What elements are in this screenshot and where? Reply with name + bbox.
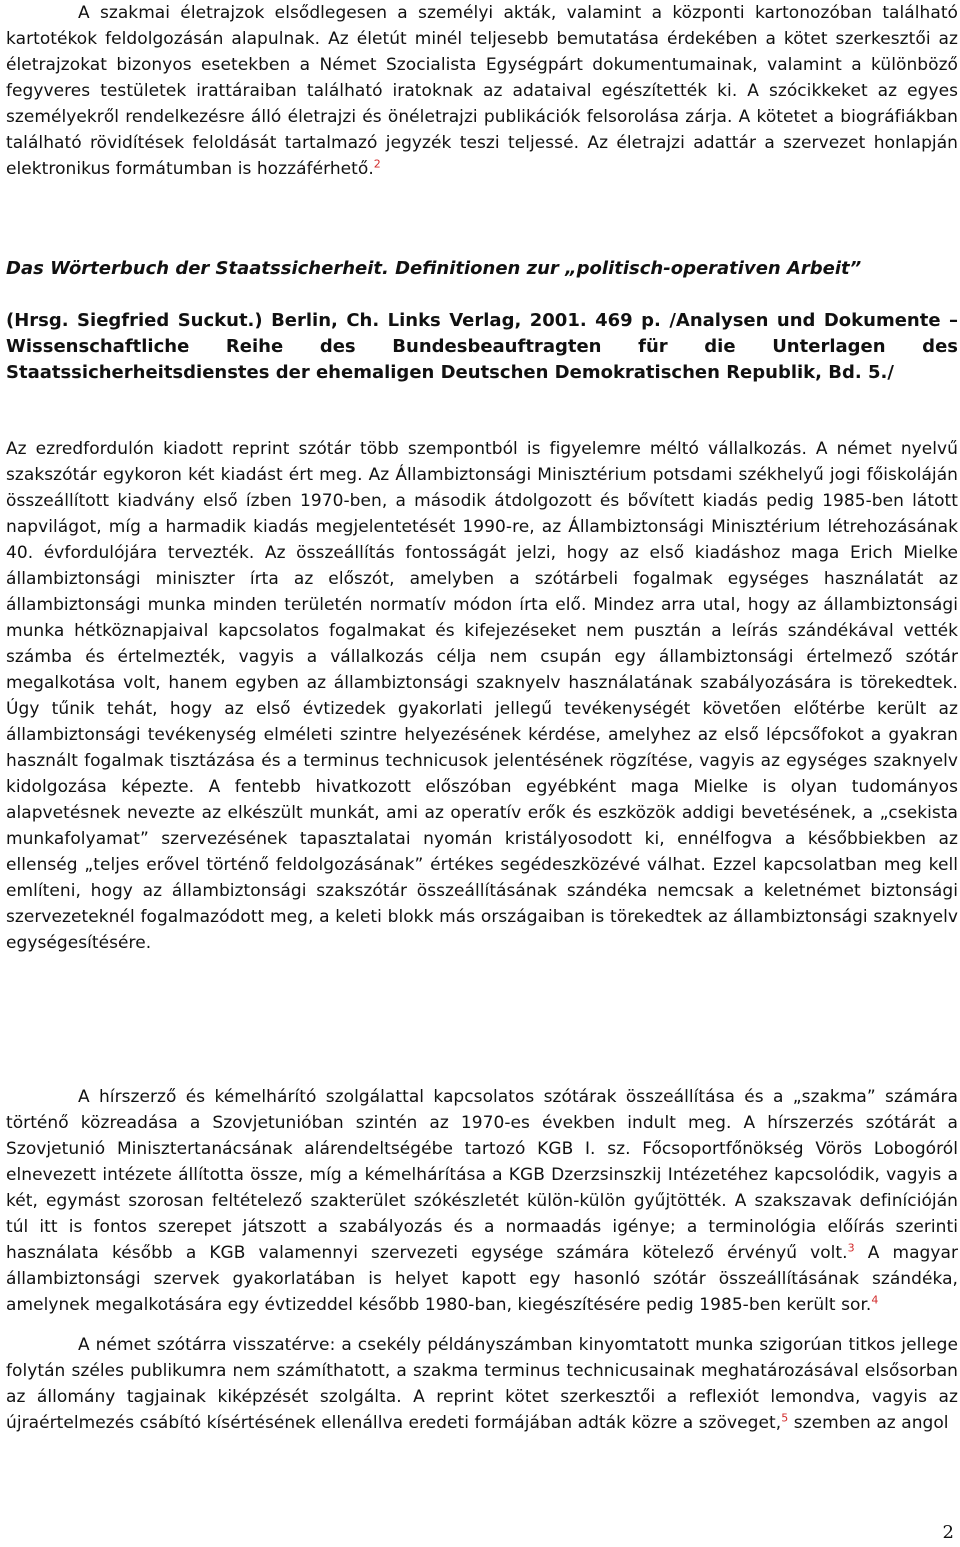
paragraph-3-text-a: A hírszerző és kémelhárító szolgálattal kapcsolatos szótárak összeállítása és a „szakma” számára történő közreadása a Szovjetunióban szintén az 1970-es években indult meg. A hírszerzés szótárát a Szovjetunió Minisztertanácsának alárendeltségébe tartozó KGB I. sz. Főcsoportfőnökség Vörös Lobogóról elnevezett intézete állította össze, míg a kémelhárítása a KGB Dzerzsinszkij Intézetéhez kapcsolódik, vagyis a két, egymást szorosan feltételező szakterület szókészletét külön-külön gyűjtötték. A szakszavak definícióján túl itt is fontos szerepet játszott a szabályozás és a normaadás igénye; a terminológia előírás szerinti használata később a KGB valamennyi szervezeti egysége számára kötelező érvényű volt. xyxy=(6,1087,958,1263)
paragraph-4-text-a: A német szótárra visszatérve: a csekély példányszámban kinyomtatott munka szigorúan titkos jellege folytán széles publikumra nem számíthatott, a szakma terminus technicusainak meghatározásával elsősorban az állomány tagjainak kiképzését szolgálta. A reprint kötet szerkesztői a reflexiót lemondva, vagyis az újraértelmezés csábító kísértésének ellenállva eredeti formájában adták közre a szöveget, xyxy=(6,1335,958,1433)
paragraph-4-text-b: szemben az angol xyxy=(788,1413,949,1433)
body-paragraph-4 xyxy=(6,1332,958,1436)
page-number: 2 xyxy=(942,1522,954,1543)
footnote-ref-5[interactable]: 5 xyxy=(781,1411,789,1425)
body-paragraph-3 xyxy=(6,1084,958,1318)
intro-paragraph xyxy=(6,0,958,182)
body-paragraph-2: Az ezredfordulón kiadott reprint szótár több szempontból is figyelemre méltó vállalkozás. A német nyelvű szakszótár egykoron két kiadást ért meg. Az Állambiztonsági Minisztérium potsdami székhelyű jogi főiskoláján összeállított kiadvány első ízben 1970-ben, a második átdolgozott és bővített kiadás pedig 1985-ben látott napvilágot, míg a harmadik kiadás megjelentetését 1990-re, az Állambiztonsági Minisztérium létrehozásának 40. évfordulójára tervezték. Az összeállítás fontosságát jelzi, hogy az első kiadáshoz maga Erich Mielke állambiztonsági miniszter írta az előszót, amelyben a szótárbeli fogalmak egységes használatát az állambiztonsági munka minden területén normatív módon írta elő. Mindez arra utal, hogy az állambiztonsági munka hétköznapjaival kapcsolatos fogalmakat és kifejezéseket nem pusztán a leírás szándékával vették számba és értelmezték, vagyis a vállalkozás célja nem csupán egy állambiztonsági értelmező szótár megalkotása volt, hanem egyben az állambiztonsági szaknyelv használatának szabályozására is törekedtek. Úgy tűnik tehát, hogy az első évtizedek gyakorlati jellegű tevékenységét követően előtérbe került az állambiztonsági tevékenység elméleti szintre helyezésének kérdése, amelyhez az első lépcsőfokot a gyakran használt fogalmak tisztázása és a terminus technicusok jelentésének rögzítése, vagyis az egységes szaknyelv kidolgozása képezte. A fentebb hivatkozott előszóban egyébként maga Mielke is olyan tudományos alapvetésnek nevezte az elkészült munkát, ami az operatív erők és eszközök addigi bevetésének, a „csekista munkafolyamat” szervezésének tapasztalatai nyomán kristályosodott ki, ennélfogva a későbbiekben az ellenség „teljes erővel történő feldolgozásának” értékes segédeszközévé válhat. Ezzel kapcsolatban meg kell említeni, hogy az állambiztonsági szakszótár összeállításának szándéka nemcsak a keletnémet biztonsági szervezeteknél fogalmazódott meg, a keleti blokk más országaiban is törekedtek az állambiztonsági szaknyelv egységesítésére. xyxy=(6,439,958,953)
footnote-ref-3[interactable]: 3 xyxy=(847,1241,855,1255)
footnote-ref-4[interactable]: 4 xyxy=(871,1293,879,1307)
review-title: Das Wörterbuch der Staatssicherheit. Definitionen zur „politisch-operativen Arbeit” xyxy=(6,258,862,279)
intro-paragraph-text: A szakmai életrajzok elsődlegesen a személyi akták, valamint a központi kartonozóban található kartotékok feldolgozásán alapulnak. Az életút minél teljesebb bemutatása érdekében a kötet szerkesztői az életrajzokat bizonyos esetekben a Német Szocialista Egységpárt dokumentumainak, valamint a különböző fegyveres testületek irattáraiban található iratoknak az adataival egészítették ki. A szócikkeket az egyes személyekről rendelkezésre álló életrajzi és önéletrajzi publikációk felsorolása zárja. A kötetet a biográfiákban található rövidítések feloldását tartalmazó jegyzék teszi teljessé. Az életrajzi adattár a szervezet honlapján elektronikus formátumban is hozzáférhető. xyxy=(6,3,958,179)
review-bibliography: (Hrsg. Siegfried Suckut.) Berlin, Ch. Links Verlag, 2001. 469 p. /Analysen und Dokumente – Wissenschaftliche Reihe des Bundesbeauftragten für die Unterlagen des Staatssicherheitsdienstes der ehemaligen Deutschen Demokratischen Republik, Bd. 5./ xyxy=(6,310,958,383)
footnote-ref-2[interactable]: 2 xyxy=(373,157,381,171)
paragraph-3-text-b: A magyar állambiztonsági szervek gyakorlatában is helyet kapott egy hasonló szótár összeállításának szándéka, amelynek megalkotására egy évtizeddel később 1980-ban, kiegészítésére pedig 1985-ben került sor. xyxy=(6,1243,958,1315)
